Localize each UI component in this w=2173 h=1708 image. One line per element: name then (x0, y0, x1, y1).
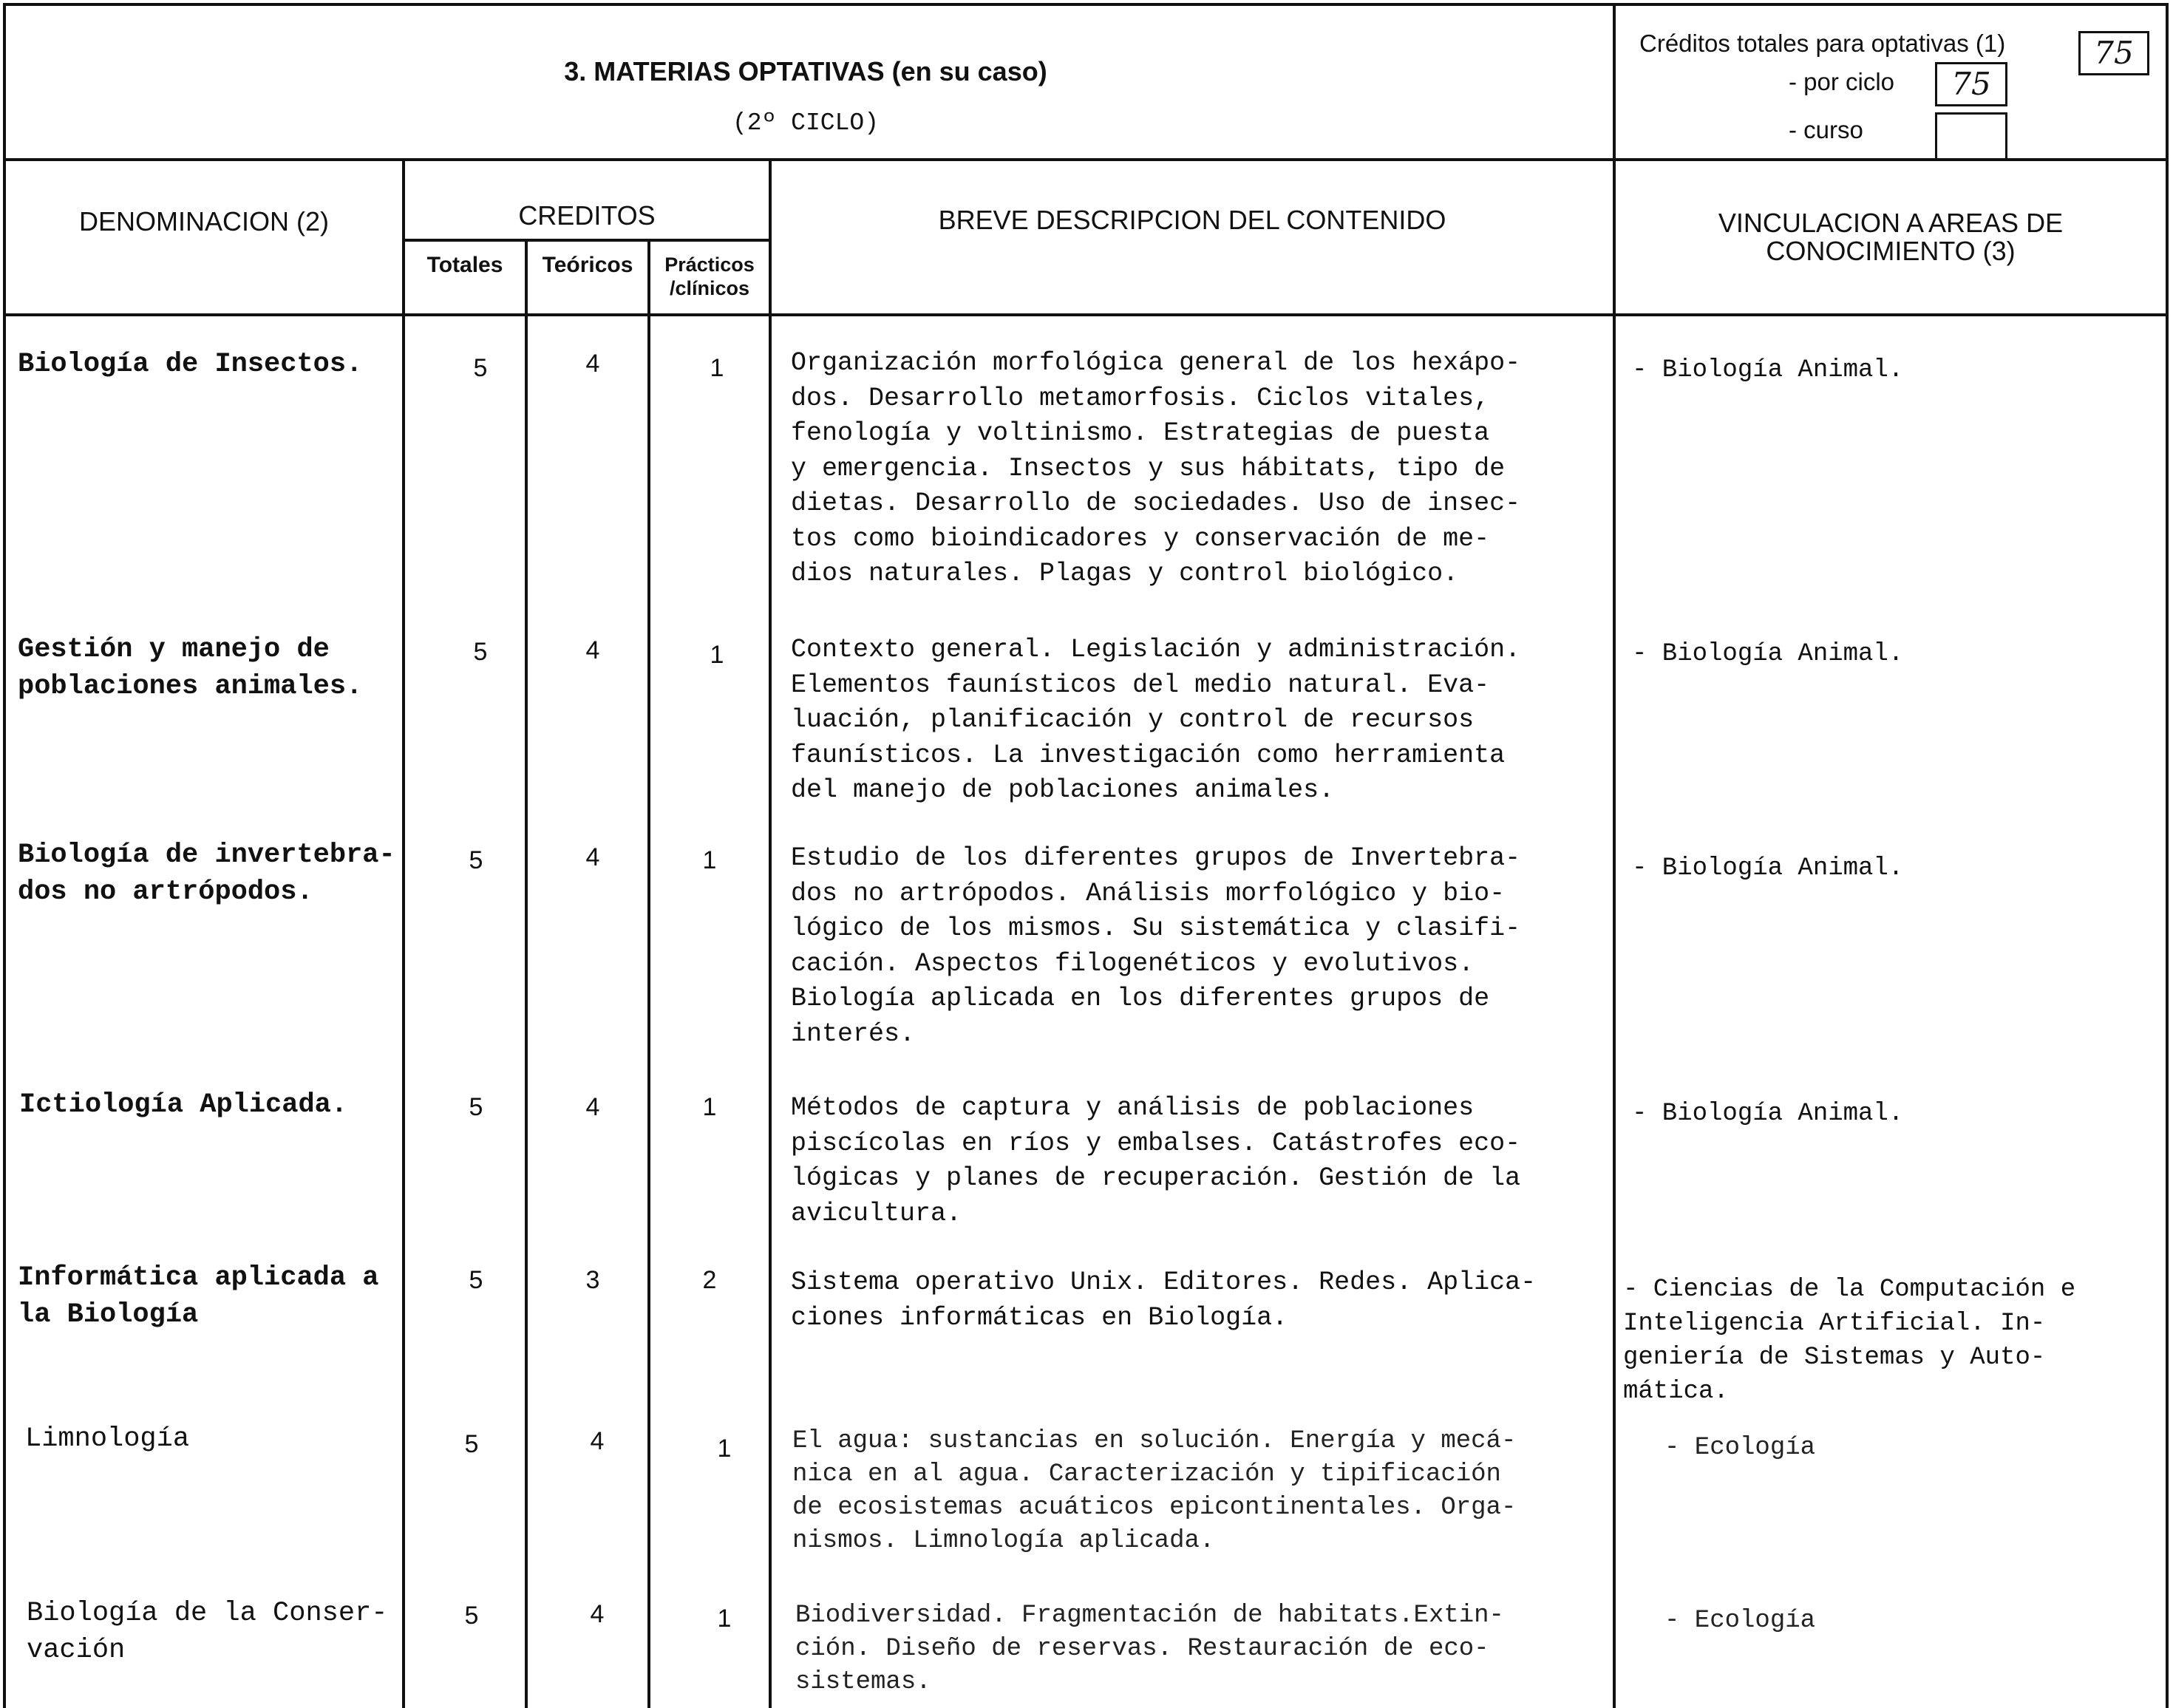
col-header-descripcion: BREVE DESCRIPCION DEL CONTENIDO (938, 205, 1446, 235)
document-title: 3. MATERIAS OPTATIVAS (en su caso) (564, 56, 1047, 86)
row-3-totales: 5 (469, 846, 483, 874)
row-2-practicos: 1 (710, 641, 724, 669)
practicos-column-divider (647, 239, 650, 1708)
row-2-description: Contexto general. Legislación y administración. Elementos faunísticos del medio natural. Eva- luación, planificación y control de recursos faunísticos. La investigación como herramienta del manejo de poblaciones animales. (791, 635, 1521, 805)
row-4-practicos: 1 (702, 1093, 717, 1121)
row-7-teoricos: 4 (590, 1600, 605, 1628)
row-2-teoricos: 4 (585, 636, 600, 664)
col-header-creditos: CREDITOS (518, 200, 656, 231)
teoricos-column-divider (525, 239, 528, 1708)
row-4-description: Métodos de captura y análisis de poblaciones piscícolas en ríos y embalses. Catástrofes eco- lógicas y planes de recuperación. Gestión de la avicultura. (791, 1093, 1521, 1228)
descripcion-column-divider (769, 158, 772, 1708)
row-7-name: Biología de la Conser- vación (27, 1598, 388, 1666)
row-4-totales: 5 (469, 1093, 483, 1121)
por-ciclo-value: 75 (1951, 66, 1991, 102)
row-1-description: Organización morfológica general de los hexápo- dos. Desarrollo metamorfosis. Ciclos vitales, fenología y voltinismo. Estrategias de puesta y emergencia. Insectos y sus hábitats, tipo de dietas. Desarrollo de sociedades. Uso de insec- tos como bioindicadores y conservación de me- dios naturales. Plagas y control biológico. (791, 348, 1521, 588)
curso-label: - curso (1789, 116, 1863, 143)
row-5-totales: 5 (469, 1266, 483, 1294)
row-2-totales: 5 (473, 638, 488, 666)
row-5-practicos: 2 (702, 1266, 717, 1294)
row-6-totales: 5 (464, 1430, 479, 1458)
table-right-border (2166, 3, 2169, 1708)
row-2-name: Gestión y manejo de poblaciones animales. (18, 634, 363, 702)
row-3-area: - Biología Animal. (1632, 854, 1904, 882)
column-header-bottom-border (3, 313, 2169, 316)
row-4-area: - Biología Animal. (1632, 1100, 1904, 1128)
col-header-teoricos: Teóricos (542, 253, 633, 277)
row-5-teoricos: 3 (585, 1266, 600, 1294)
row-6-area: - Ecología (1664, 1434, 1816, 1462)
row-4-name: Ictiología Aplicada. (19, 1089, 348, 1120)
col-header-practicos: Prácticos /clínicos (664, 254, 755, 299)
row-7-totales: 5 (464, 1602, 479, 1630)
curso-box (1935, 112, 2007, 161)
row-3-practicos: 1 (702, 846, 717, 874)
row-4-teoricos: 4 (585, 1093, 600, 1121)
header-divider (3, 158, 2169, 161)
row-6-name: Limnología (25, 1423, 190, 1454)
por-ciclo-label: - por ciclo (1789, 68, 1895, 95)
por-ciclo-box (1935, 62, 2007, 106)
creditos-column-divider (402, 158, 405, 1708)
col-header-denominacion: DENOMINACION (2) (78, 206, 329, 237)
row-6-practicos: 1 (717, 1435, 732, 1463)
table-top-border (3, 3, 2169, 6)
document-subtitle: (2º CICLO) (732, 109, 880, 137)
credits-total-label: Créditos totales para optativas (1) (1639, 30, 2006, 57)
col-header-vinculacion: VINCULACION A AREAS DE CONOCIMIENTO (3) (1718, 208, 2064, 266)
row-5-area: - Ciencias de la Computación e Inteligencia Artificial. In- geniería de Sistemas y Auto- mática. (1623, 1276, 2076, 1406)
row-1-area: - Biología Animal. (1632, 356, 1904, 384)
row-7-area: - Ecología (1664, 1607, 1816, 1635)
row-5-name: Informática aplicada a la Biología (18, 1262, 379, 1330)
table-left-border (3, 3, 6, 1708)
row-3-description: Estudio de los diferentes grupos de Invertebra- dos no artrópodos. Análisis morfológico y bio- lógico de los mismos. Su sistemática y clasifi- cación. Aspectos filogenéticos y evolutivos. Biología aplicada en los diferentes grupos de interés. (791, 843, 1521, 1049)
col-header-totales: Totales (426, 253, 503, 277)
row-1-name: Biología de Insectos. (18, 349, 363, 380)
row-7-practicos: 1 (717, 1605, 732, 1633)
row-1-practicos: 1 (710, 354, 724, 382)
row-3-name: Biología de invertebra- dos no artrópodos. (18, 840, 395, 908)
row-6-teoricos: 4 (590, 1427, 605, 1455)
row-1-teoricos: 4 (585, 350, 600, 378)
credits-total-box (2078, 31, 2149, 75)
row-2-area: - Biología Animal. (1632, 640, 1904, 668)
credits-subheader-divider (403, 239, 769, 242)
row-6-description: El agua: sustancias en solución. Energía y mecá- nica en al agua. Caracterización y tipificación de ecosistemas acuáticos epicontinentales. Orga- nismos. Limnología aplicada. (792, 1427, 1517, 1555)
row-7-description: Biodiversidad. Fragmentación de habitats.Extin- ción. Diseño de reservas. Restauración de eco- sistemas. (795, 1602, 1504, 1696)
credits-total-value: 75 (2094, 35, 2134, 71)
row-5-description: Sistema operativo Unix. Editores. Redes. Aplica- ciones informáticas en Biología. (791, 1268, 1537, 1333)
row-1-totales: 5 (473, 354, 488, 382)
row-3-teoricos: 4 (585, 843, 600, 871)
